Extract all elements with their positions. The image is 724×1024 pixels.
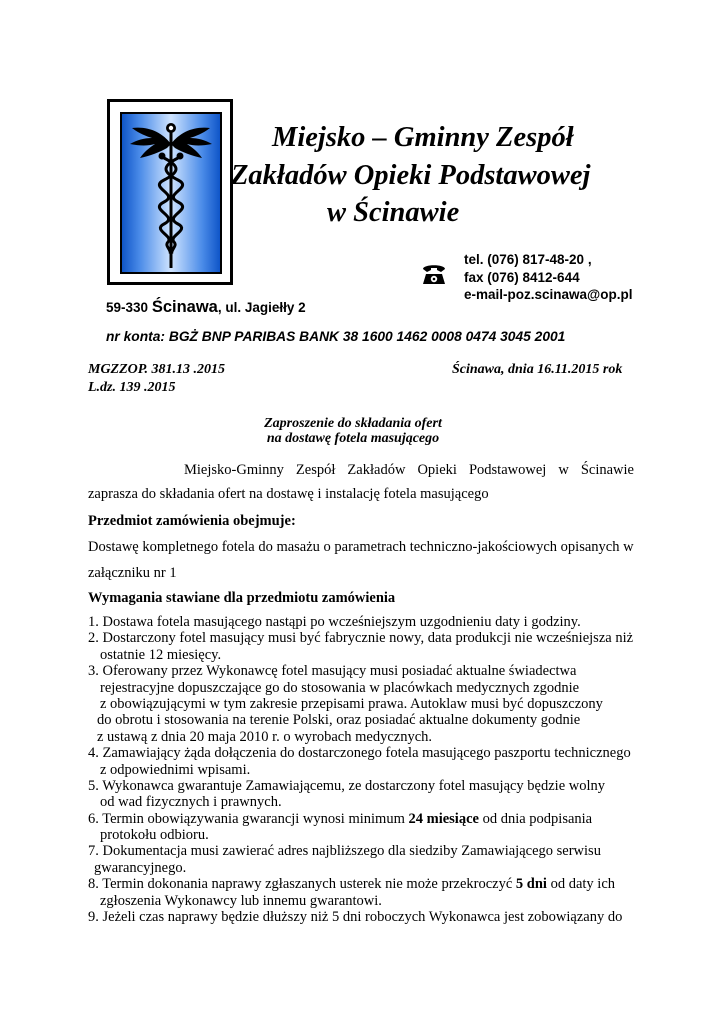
requirement-item-3-cont4: z ustawą z dnia 20 maja 2010 r. o wyrobach medycznych. [97,728,433,745]
requirement-item-8 [88,876,648,892]
scope-line2: załączniku nr 1 [88,565,177,581]
intro-line2: zaprasza do składania ofert na dostawę i instalację fotela masującego [88,486,489,502]
requirement-item-7-cont: gwarancyjnego. [94,859,187,876]
caduceus-logo-icon [107,99,233,285]
document-date: Ścinawa, dnia 16.11.2015 rok [452,362,623,377]
address-street: , ul. Jagiełły 2 [217,300,306,315]
requirement-item-6-cont: protokołu odbioru. [100,827,209,844]
requirements-list [88,614,648,925]
contact-fax: fax (076) 8412-644 [464,270,580,285]
caduceus-symbol [122,114,220,272]
repair-deadline: 5 dni [515,876,547,893]
requirement-item-8-text: 8. Termin dokonania naprawy zgłaszanych usterek nie może przekroczyć [88,876,513,893]
requirement-item-8-text-end: od daty ich [550,876,616,893]
requirement-item-5-cont: od wad fizycznych i prawnych. [100,794,282,811]
requirement-item-3-cont2: z obowiązującymi w tym zakresie przepisami prawa. Autoklaw musi być dopuszczony [100,695,603,712]
phone-icon [421,262,447,286]
requirement-item-9: 9. Jeżeli czas naprawy będzie dłuższy niż 5 dni roboczych Wykonawca jest zobowiązany do [88,909,623,926]
scope-line1: Dostawę kompletnego fotela do masażu o parametrach techniczno-jakościowych opisanych w [88,539,634,555]
reference-number: MGZZOP. 381.13 .2015 [88,362,226,377]
institution-title-line2: Zakładów Opieki Podstawowej [231,160,591,191]
requirement-item-4: 4. Zamawiający żąda dołączenia do dostarczonego fotela masującego paszportu technicznego [88,745,631,762]
requirement-item-3-cont3: do obrotu i stosowania na terenie Polski, oraz posiadać aktualne dokumenty godnie [97,712,581,729]
requirement-item-6-text-end: od dnia podpisania [482,810,593,827]
requirement-item-2: 2. Dostarczony fotel masujący musi być fabrycznie nowy, data produkcji nie wcześniejsza niż [88,630,634,647]
contact-email: e-mail-poz.scinawa@op.pl [464,287,633,302]
requirements-heading: Wymagania stawiane dla przedmiotu zamówienia [88,590,396,606]
postal-code: 59-330 [106,300,149,315]
contact-phone: tel. (076) 817-48-20 , [464,252,592,267]
requirement-item-6 [88,811,648,827]
subject-line1: Zaproszenie do składania ofert [264,416,442,431]
requirement-item-3: 3. Oferowany przez Wykonawcę fotel masujący musi posiadać aktualne świadectwa [88,663,577,680]
institution-title-line1: Miejsko – Gminny Zespół [272,122,574,153]
requirement-item-2-cont: ostatnie 12 miesięcy. [100,646,222,663]
requirement-item-5: 5. Wykonawca gwarantuje Zamawiającemu, ze dostarczony fotel masujący będzie wolny [88,777,606,794]
subject-line2: na dostawę fotela masującego [266,431,440,446]
warranty-period: 24 miesiące [408,810,479,827]
address-city: Ścinawa [151,298,218,316]
requirement-item-7: 7. Dokumentacja musi zawierać adres najbliższego dla siedziby Zamawiającego serwisu [88,843,601,860]
requirement-item-4-cont: z odpowiednimi wpisami. [100,761,251,778]
scope-heading: Przedmiot zamówienia obejmuje: [88,513,296,529]
intro-line1: Miejsko-Gminny Zespół Zakładów Opieki Podstawowej w Ścinawie [184,462,634,478]
requirement-item-3-cont1: rejestracyjne dopuszczające go do stosowania w placówkach medycznych zgodnie [100,679,580,696]
requirement-item-6-text: 6. Termin obowiązywania gwarancji wynosi minimum [88,810,405,827]
address [106,298,306,317]
reference-ldz: L.dz. 139 .2015 [88,380,176,395]
requirement-item-8-cont: zgłoszenia Wykonawcy lub innemu gwarantowi. [100,892,382,909]
bank-account: nr konta: BGŻ BNP PARIBAS BANK 38 1600 1462 0008 0474 3045 2001 [106,329,566,344]
requirement-item-1: 1. Dostawa fotela masującego nastąpi po wcześniejszym uzgodnieniu daty i godziny. [88,614,581,630]
logo-gradient-panel [120,112,222,274]
institution-title-line3: w Ścinawie [327,197,460,228]
